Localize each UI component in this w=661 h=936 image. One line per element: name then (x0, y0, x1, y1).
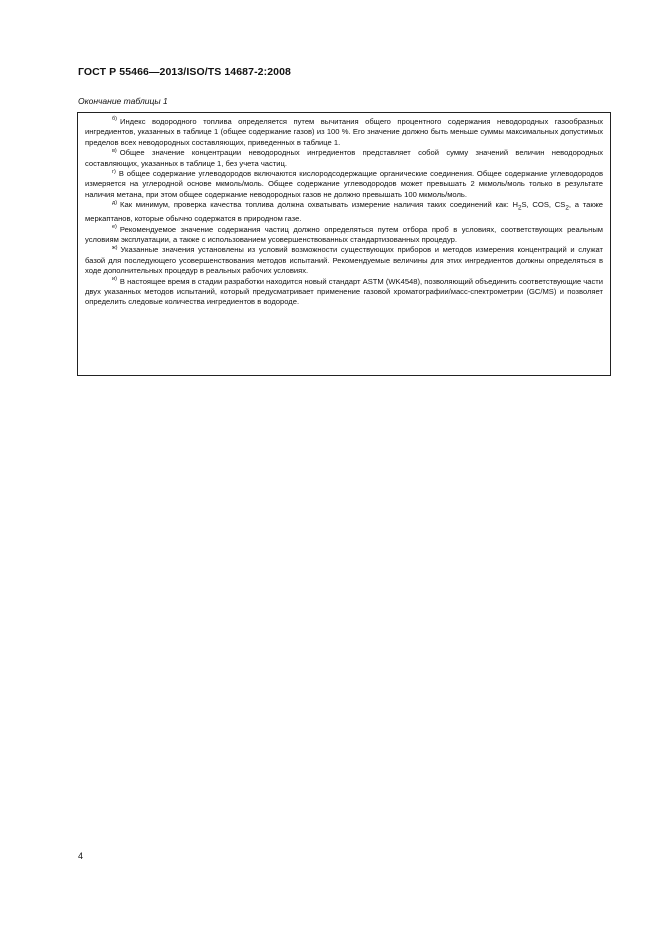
footnote-b (85, 117, 603, 148)
table-footnotes-box (77, 112, 611, 376)
footnote-marker: в) (112, 147, 117, 154)
footnote-g (85, 169, 603, 200)
footnote-i (85, 277, 603, 308)
chem-subscript: 2 (565, 204, 569, 212)
footnote-marker: г) (112, 168, 116, 175)
page-number: 4 (78, 851, 84, 861)
footnote-e (85, 225, 603, 246)
table-continuation-caption: Окончание таблицы 1 (78, 96, 168, 106)
chem-h: H (512, 200, 518, 210)
footnote-marker: е) (112, 224, 117, 231)
footnote-zh (85, 245, 603, 276)
footnote-marker: б) (112, 116, 117, 123)
footnote-v (85, 148, 603, 169)
footnote-d (85, 200, 603, 224)
footnote-text: Общее значение концентрации неводородных ингредиентов представляет собой сумму значений величин неводородных составляющих, указанных в таблице 1, без учета частиц. (85, 148, 603, 168)
footnote-text: В настоящее время в стадии разработки находится новый стандарт ASTM (WK4548), позволяющий объединить соответствующие части двух указанных методов испытаний, который предусматривает применение газовой хроматографии/масс-спектрометрии (GC/MS) и позволяет определить следовые количества ингредиентов в водороде. (85, 276, 603, 307)
footnote-marker: ж) (112, 244, 118, 251)
chem-subscript: 2 (517, 204, 522, 212)
document-header: ГОСТ Р 55466—2013/ISO/TS 14687-2:2008 (78, 66, 291, 78)
footnote-text: Как минимум, проверка качества топлива должна охватывать измерение наличия таких соединений как: (120, 200, 513, 210)
footnote-text: Индекс водородного топлива определяется путем вычитания общего процентного содержания неводородных газообразных ингредиентов, указанных в таблице 1 (общее содержание газов) из 100 %. Его значение должно быть меньше суммы максимальных допустимых пределов всех неводородных составляющих, приведенных в таблице 1. (85, 117, 603, 147)
footnote-text: В общее содержание углеводородов включаются кислородсодержащие органические соединения. Общее содержание углеводородов измеряется на углеродной основе мкмоль/моль. Общее содержание углеводородов может превышать 2 мкмоль/моль только в результате наличия метана, при этом общее содержание неводородных газов не должно превышать 100 мкмоль/моль. (85, 169, 603, 199)
footnote-marker: д) (112, 199, 118, 206)
footnote-text: Рекомендуемое значение содержания частиц должно определяться путем отбора проб в условиях, соответствующих реальным условиям эксплуатации, а также с использованием усовершенствованных стандартизованных процедур. (85, 224, 603, 244)
footnote-marker: и) (112, 276, 117, 283)
footnote-text-end: , а также меркаптанов, которые обычно содержатся в природном газе. (85, 200, 604, 224)
footnote-text: Указанные значения установлены из условий возможности существующих приборов и методов измерения концентраций и служат базой для последующего усовершенствования методов испытаний. Рекомендуемые величины для этих ингредиентов должны определяться в ходе дополнительных процедур в реальных рабочих условиях. (85, 245, 603, 276)
chem-compounds: S, COS, CS (521, 200, 566, 210)
